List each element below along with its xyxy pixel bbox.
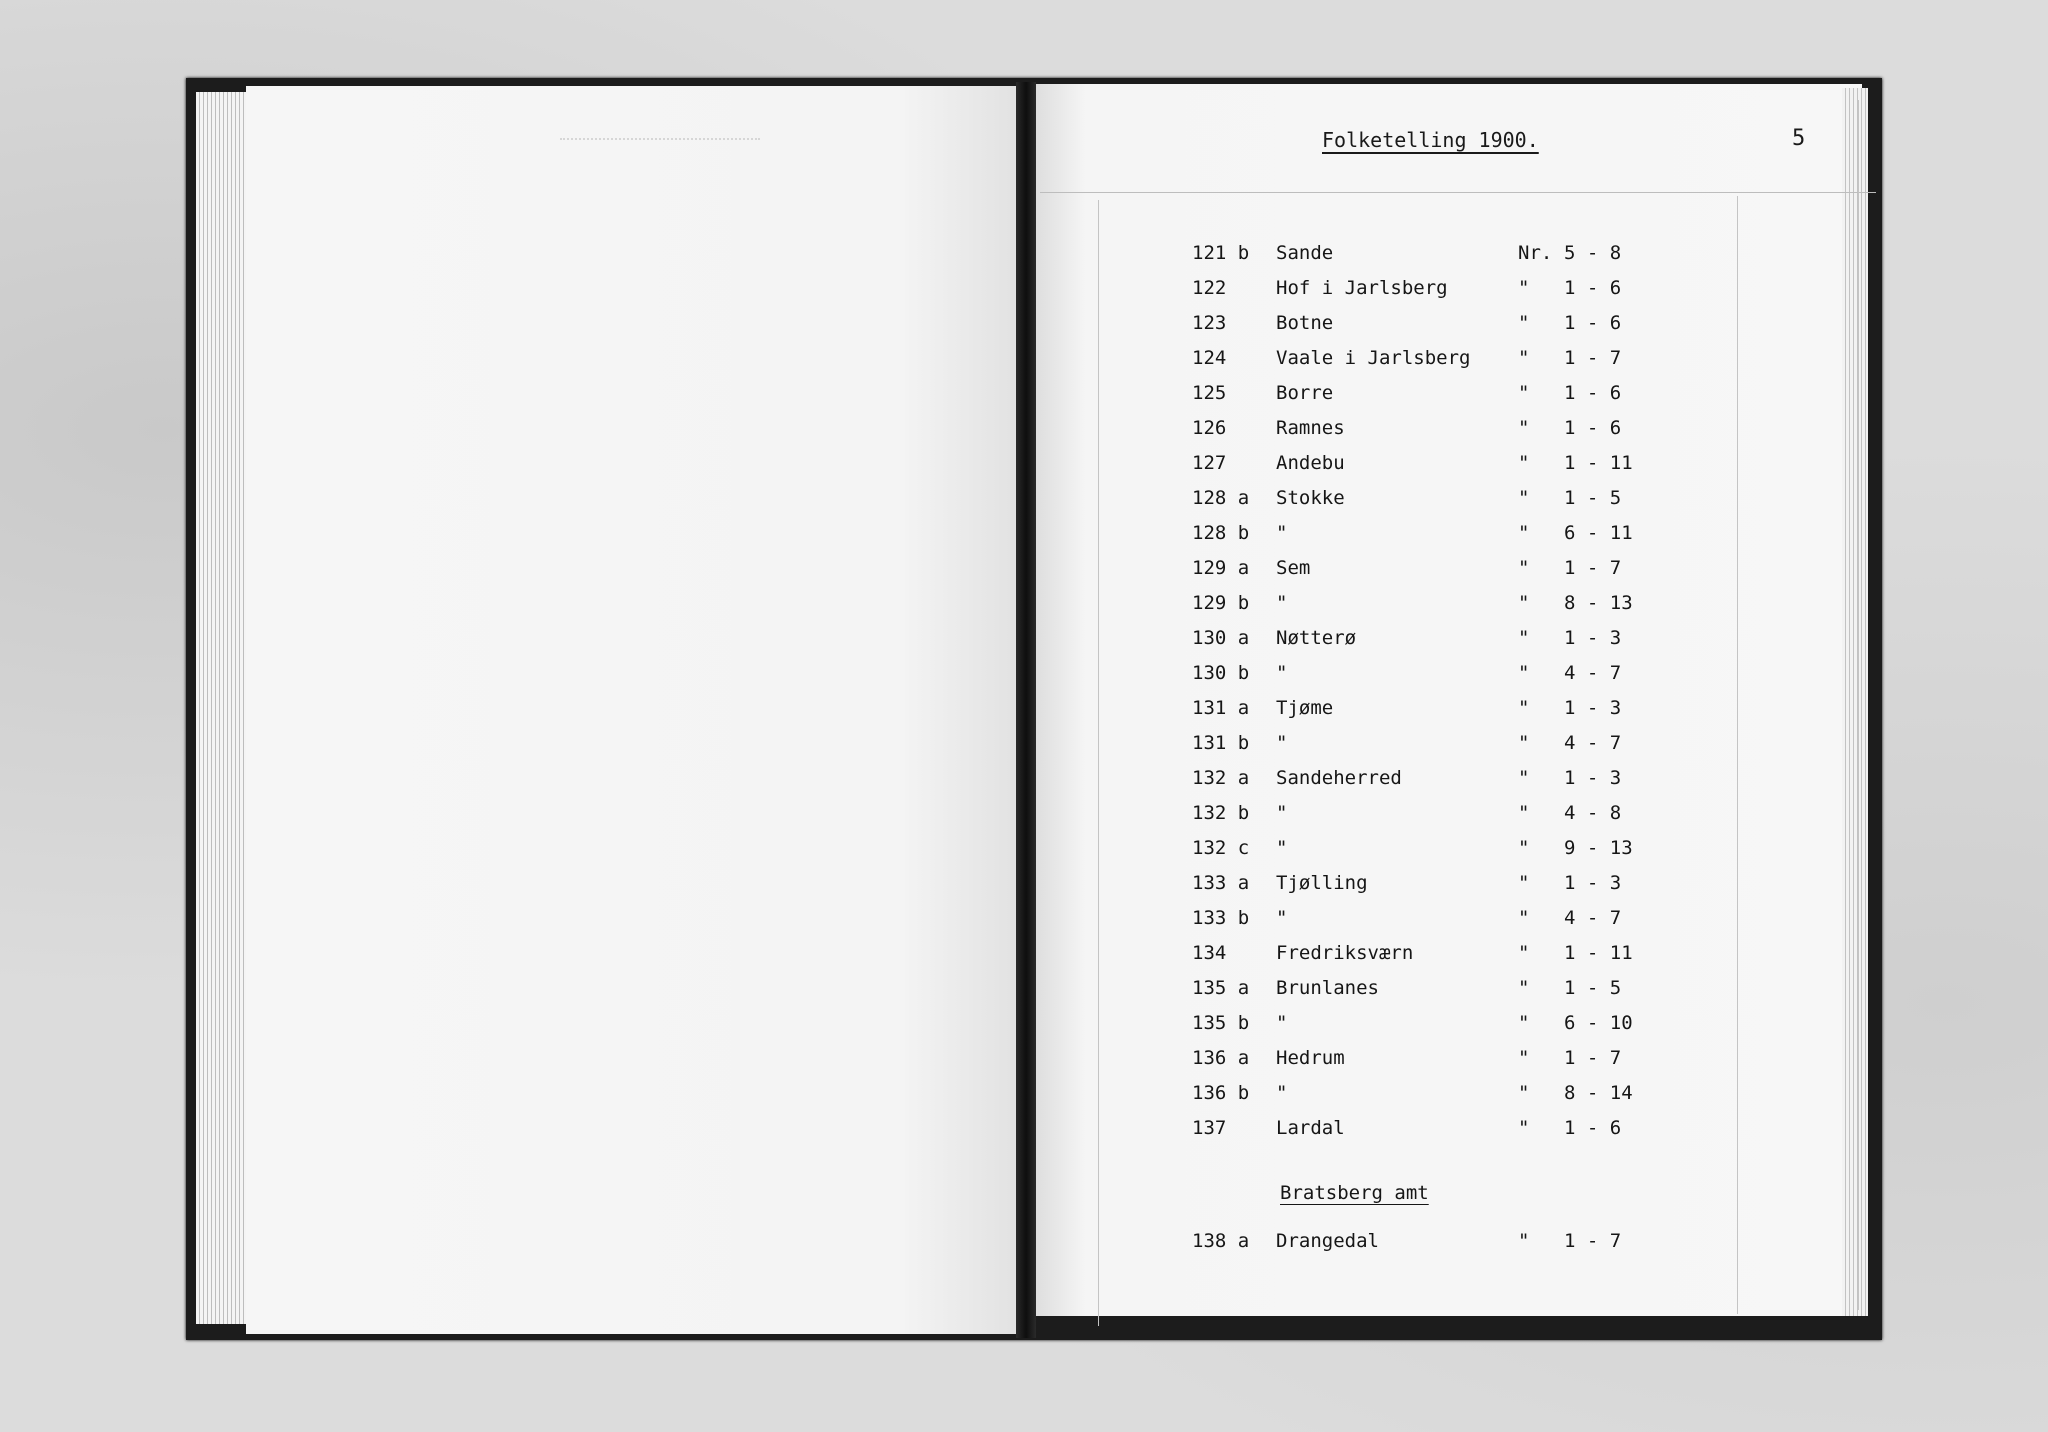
row-range: 1 - 3 [1564, 767, 1622, 789]
row-range: 6 - 11 [1564, 522, 1633, 544]
row-range: 6 - 10 [1564, 1012, 1633, 1034]
row-prefix: " [1518, 522, 1530, 544]
row-number: 125 [1192, 382, 1227, 404]
row-range: 5 - 8 [1564, 242, 1622, 264]
row-place-name: Borre [1276, 382, 1334, 404]
row-place-name: Andebu [1276, 452, 1345, 474]
row-prefix: " [1518, 1082, 1530, 1104]
row-prefix: " [1518, 557, 1530, 579]
row-range: 1 - 5 [1564, 487, 1622, 509]
row-number: 129 a [1192, 557, 1250, 579]
row-number: 133 a [1192, 872, 1250, 894]
row-place-name: Nøtterø [1276, 627, 1357, 649]
row-number: 132 b [1192, 802, 1250, 824]
row-number: 128 a [1192, 487, 1250, 509]
row-number: 136 b [1192, 1082, 1250, 1104]
row-place-name: Brunlanes [1276, 977, 1379, 999]
row-range: 1 - 3 [1564, 872, 1622, 894]
row-prefix: " [1518, 312, 1530, 334]
row-range: 1 - 6 [1564, 1117, 1622, 1139]
row-range: 1 - 7 [1564, 557, 1622, 579]
left-page-blank [246, 86, 1016, 1334]
row-number: 137 [1192, 1117, 1227, 1139]
row-range: 8 - 13 [1564, 592, 1633, 614]
row-prefix: " [1518, 452, 1530, 474]
row-prefix: " [1518, 802, 1530, 824]
row-prefix: " [1518, 697, 1530, 719]
section-heading: Bratsberg amt [1280, 1182, 1429, 1204]
row-range: 1 - 6 [1564, 417, 1622, 439]
row-number: 131 b [1192, 732, 1250, 754]
page-edge-line [1858, 100, 1859, 1310]
row-place-name: Sandeherred [1276, 767, 1402, 789]
row-range: 4 - 8 [1564, 802, 1622, 824]
row-number: 127 [1192, 452, 1227, 474]
row-place-name: Vaale i Jarlsberg [1276, 347, 1471, 369]
row-place-name: " [1276, 732, 1288, 754]
row-place-name: Stokke [1276, 487, 1345, 509]
row-number: 124 [1192, 347, 1227, 369]
running-title: Folketelling 1900. [1322, 128, 1539, 152]
row-number: 128 b [1192, 522, 1250, 544]
row-number: 135 b [1192, 1012, 1250, 1034]
row-place-name: Hedrum [1276, 1047, 1345, 1069]
row-range: 1 - 6 [1564, 312, 1622, 334]
row-number: 133 b [1192, 907, 1250, 929]
row-prefix: " [1518, 767, 1530, 789]
row-prefix: " [1518, 277, 1530, 299]
row-range: 1 - 11 [1564, 942, 1633, 964]
row-number: 121 b [1192, 242, 1250, 264]
row-number: 135 a [1192, 977, 1250, 999]
row-place-name: Hof i Jarlsberg [1276, 277, 1448, 299]
row-prefix: " [1518, 417, 1530, 439]
row-place-name: " [1276, 837, 1288, 859]
row-prefix: " [1518, 1230, 1530, 1252]
row-range: 1 - 5 [1564, 977, 1622, 999]
row-number: 132 c [1192, 837, 1250, 859]
row-range: 1 - 6 [1564, 277, 1622, 299]
row-prefix: " [1518, 1117, 1530, 1139]
row-place-name: Botne [1276, 312, 1334, 334]
left-page-edges [196, 92, 246, 1324]
row-prefix: " [1518, 1012, 1530, 1034]
row-prefix: " [1518, 977, 1530, 999]
row-range: 8 - 14 [1564, 1082, 1633, 1104]
row-number: 123 [1192, 312, 1227, 334]
row-number: 136 a [1192, 1047, 1250, 1069]
margin-line-left [1098, 200, 1099, 1326]
right-page-edges [1842, 88, 1868, 1316]
row-prefix: " [1518, 382, 1530, 404]
row-prefix: " [1518, 487, 1530, 509]
left-page-bleed-through [560, 130, 760, 140]
row-place-name: Tjølling [1276, 872, 1368, 894]
row-range: 4 - 7 [1564, 907, 1622, 929]
row-place-name: " [1276, 1082, 1288, 1104]
row-place-name: " [1276, 802, 1288, 824]
row-range: 4 - 7 [1564, 732, 1622, 754]
row-place-name: Sande [1276, 242, 1334, 264]
row-prefix: Nr. [1518, 242, 1553, 264]
row-place-name: " [1276, 1012, 1288, 1034]
row-place-name: " [1276, 592, 1288, 614]
row-number: 129 b [1192, 592, 1250, 614]
row-number: 131 a [1192, 697, 1250, 719]
header-rule [1040, 192, 1876, 193]
row-range: 9 - 13 [1564, 837, 1633, 859]
row-place-name: Drangedal [1276, 1230, 1379, 1252]
row-place-name: " [1276, 662, 1288, 684]
row-place-name: " [1276, 907, 1288, 929]
row-range: 1 - 7 [1564, 1230, 1622, 1252]
row-prefix: " [1518, 872, 1530, 894]
page-number: 5 [1792, 126, 1806, 151]
book-spine [1016, 82, 1036, 1338]
row-prefix: " [1518, 627, 1530, 649]
row-prefix: " [1518, 592, 1530, 614]
row-prefix: " [1518, 732, 1530, 754]
row-range: 1 - 3 [1564, 697, 1622, 719]
row-range: 1 - 7 [1564, 347, 1622, 369]
row-number: 130 b [1192, 662, 1250, 684]
row-place-name: Fredriksværn [1276, 942, 1414, 964]
row-number: 130 a [1192, 627, 1250, 649]
row-place-name: " [1276, 522, 1288, 544]
row-range: 1 - 11 [1564, 452, 1633, 474]
row-prefix: " [1518, 347, 1530, 369]
row-place-name: Lardal [1276, 1117, 1345, 1139]
row-number: 132 a [1192, 767, 1250, 789]
margin-line-right [1737, 196, 1738, 1314]
row-number: 126 [1192, 417, 1227, 439]
row-prefix: " [1518, 907, 1530, 929]
row-number: 122 [1192, 277, 1227, 299]
row-range: 1 - 3 [1564, 627, 1622, 649]
row-prefix: " [1518, 837, 1530, 859]
row-range: 4 - 7 [1564, 662, 1622, 684]
row-number: 138 a [1192, 1230, 1250, 1252]
right-page [1036, 84, 1862, 1316]
row-place-name: Ramnes [1276, 417, 1345, 439]
row-prefix: " [1518, 662, 1530, 684]
row-place-name: Tjøme [1276, 697, 1334, 719]
row-prefix: " [1518, 1047, 1530, 1069]
row-range: 1 - 6 [1564, 382, 1622, 404]
row-number: 134 [1192, 942, 1227, 964]
row-place-name: Sem [1276, 557, 1311, 579]
row-prefix: " [1518, 942, 1530, 964]
row-range: 1 - 7 [1564, 1047, 1622, 1069]
